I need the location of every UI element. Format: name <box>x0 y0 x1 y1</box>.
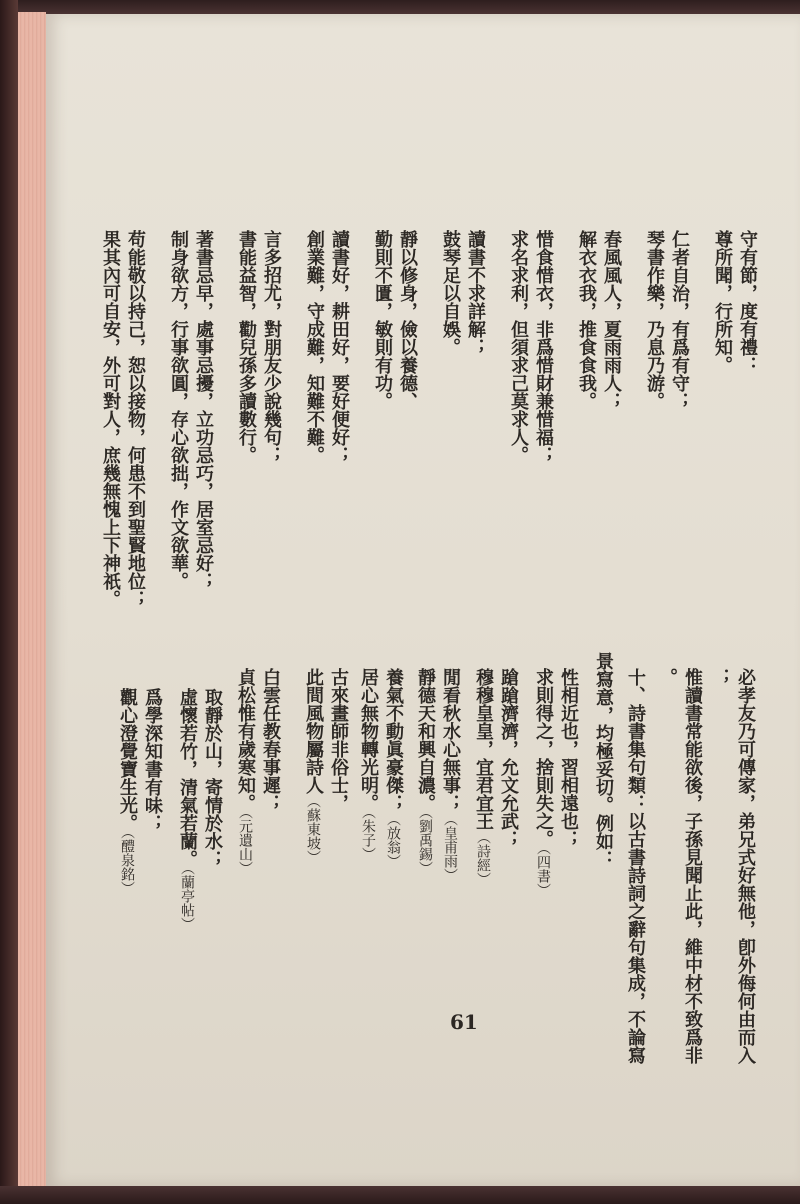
text-line <box>236 668 254 875</box>
source-note: （皇甫雨） <box>442 812 458 882</box>
couplet-line: 讀書好，耕田好，要好便好； <box>329 230 350 464</box>
page-number: 61 <box>450 1010 478 1034</box>
line-text: 蹌蹌濟濟，允文允武； <box>498 668 519 848</box>
text-line <box>658 668 676 686</box>
line-text: 性相近也，習相遠也； <box>558 668 579 848</box>
source-note: （蘭亭帖） <box>179 868 195 931</box>
text-line <box>736 668 754 1064</box>
couplet-line: 果其內可自安，外可對人，庶幾無愧上下神祇。 <box>100 230 121 608</box>
line-text: 。 <box>657 668 678 686</box>
section-heading <box>594 652 612 868</box>
book-cover-spine <box>0 0 18 1204</box>
line-text: 爲學深知書有味； <box>142 688 163 832</box>
source-note: （醴泉銘） <box>119 832 135 895</box>
book-cover-bottom <box>0 1186 800 1204</box>
source-note: （劉禹錫） <box>417 812 433 875</box>
line-text: 景寫意，均極妥切。例如： <box>593 652 614 868</box>
line-text: 貞松惟有歲寒知。 <box>235 668 256 812</box>
text-line <box>118 688 136 895</box>
couplet-line: 春風風人，夏雨雨人； <box>601 230 622 410</box>
line-text: 觀心澄覺寶生光。 <box>117 688 138 832</box>
line-text: 白雲任教春事遲； <box>260 668 281 812</box>
line-text: 惟讀書常能欲後，子孫見聞止此，維中材不致爲非 <box>682 668 703 1064</box>
couplet-line: 守有節，度有禮： <box>737 230 758 374</box>
couplet-line: 靜以修身，儉以養德、 <box>397 230 418 410</box>
text-line <box>384 668 402 868</box>
couplet-line: 言多招尤，對朋友少說幾句； <box>261 230 282 464</box>
couplet-line: 書能益智，勸兒孫多讀數行。 <box>236 230 257 464</box>
couplet-line: 制身欲方，行事欲圓，存心欲拙，作文欲華。 <box>168 230 189 590</box>
text-line <box>441 668 459 882</box>
couplet-line: 惜食惜衣，非爲惜財兼惜福； <box>533 230 554 464</box>
source-note: （詩經） <box>475 830 491 886</box>
couplet-line: 求名求利，但須求己莫求人。 <box>508 230 529 464</box>
text-line <box>143 688 161 832</box>
line-text: 居心無物轉光明。 <box>358 668 379 812</box>
line-text: 養氣不動眞豪傑； <box>383 668 404 812</box>
couplet-line: 讀書不求詳解； <box>465 230 486 356</box>
text-line <box>203 688 221 868</box>
couplet-line: 鼓琴足以自娛。 <box>440 230 461 356</box>
source-note: （蘇東坡） <box>305 794 321 864</box>
couplet-line: 著書忌早，處事忌擾，立功忌巧，居室忌好； <box>193 230 214 590</box>
book-cover-top <box>0 0 800 14</box>
book-page <box>46 14 800 1186</box>
couplet-line: 琴書作樂，乃息乃游。 <box>644 230 665 410</box>
line-text: ； <box>710 668 731 686</box>
page-edges <box>18 12 46 1188</box>
couplet-line: 勤則不匱，敏則有功。 <box>372 230 393 410</box>
couplet-line: 解衣衣我，推食食我。 <box>576 230 597 410</box>
text-line <box>304 668 322 864</box>
line-text: 閒看秋水心無事； <box>440 668 461 812</box>
couplet-line: 創業難，守成難，知難不難。 <box>304 230 325 464</box>
line-text: 取靜於山，寄情於水； <box>202 688 223 868</box>
line-text: 靜德天和興自濃。 <box>415 668 436 812</box>
text-line <box>178 688 196 931</box>
source-note: （元遺山） <box>237 812 253 875</box>
text-line <box>683 668 701 1064</box>
line-text: 此間風物屬詩人 <box>303 668 324 794</box>
line-text: 古來畫師非俗士， <box>328 668 349 812</box>
text-line <box>329 668 347 812</box>
couplet-line: 仁者自治，有爲有守； <box>669 230 690 410</box>
text-line <box>416 668 434 875</box>
text-line <box>261 668 279 812</box>
line-text: 十、詩書集句類：以古書詩詞之辭句集成，不論寫 <box>625 668 646 1064</box>
source-note: （放翁） <box>385 812 401 868</box>
line-text: 求則得之，捨則失之。 <box>533 668 554 848</box>
source-note: （朱子） <box>360 812 376 861</box>
couplet-line: 苟能敬以持己，恕以接物，何患不到聖賢地位； <box>125 230 146 608</box>
text-line <box>359 668 377 861</box>
source-note: （四書） <box>535 848 551 897</box>
text-line <box>474 668 492 886</box>
text-line <box>499 668 517 848</box>
text-line <box>559 668 577 848</box>
text-line <box>711 668 729 686</box>
section-heading <box>626 668 644 1064</box>
line-text: 虛懷若竹，清氣若蘭。 <box>177 688 198 868</box>
line-text: 必孝友乃可傳家，弟兄式好無他，卽外侮何由而入 <box>735 668 756 1064</box>
line-text: 穆穆皇皇，宜君宜王 <box>473 668 494 830</box>
text-line <box>534 668 552 897</box>
couplet-line: 尊所聞，行所知。 <box>712 230 733 374</box>
